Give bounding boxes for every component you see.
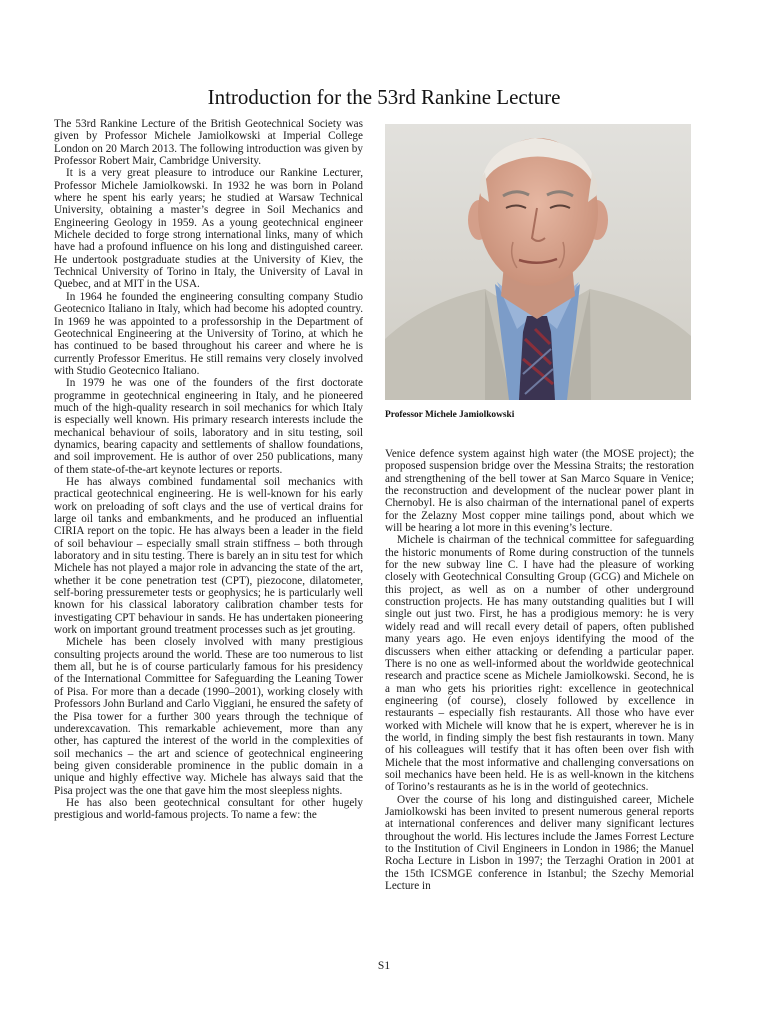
paragraph: Venice defence system against high water (the MOSE project); the proposed suspension bridge over the Messina Straits; the restoration and strengthening of the bell tower at San Marco Square in Venice; the reconstruction and development of the nuclear power plant in Chernobyl. He is also chairman of the international panel of experts for the Zelazny Most copper mine tailings pond, about which we will be hearing a lot more in this evening’s lecture. [385,448,694,535]
paragraph: He has also been geotechnical consultant for other hugely prestigious and world-famous projects. To name a few: the [54,796,363,822]
paragraph: Michele is chairman of the technical committee for safeguarding the historic monuments of Rome during construction of the tunnels for the new subway line C. I have had the pleasure of working closely with Geotechnical Consulting Group (GCG) and Michele on this project, as well as on a number of other underground construction projects. He has many outstanding qualities but I will single out just two. First, he has a prodigious memory: he is very widely read and will recall every detail of papers, often published many years ago. He even enjoys identifying the mood of the discussers when either attacking or defending a particular paper. There is no one as well-informed about the worldwide geotechnical research and practice scene as Michele Jamiolkowski. Second, he is a man who gets his priorities right: excellence in geotechnical engineering (of course), closely followed by excellence in restaurants – especially fish restaurants. All those who have ever worked with Michele will know that he is expert, wherever he is in the world, in finding simply the best fish restaurants in town. Many of his colleagues will testify that it has often been over fish with Michele that the most informative and challenging conversations on soil mechanics have been held. He is as well-known in the kitchens of Torino’s restaurants as he is in the world of geotechnics. [385,534,694,794]
page-number: S1 [377,960,391,972]
paragraph: Michele has been closely involved with many prestigious consulting projects around the world. These are too numerous to list them all, but he is of course particularly famous for his presidency of the International Committee for Safeguarding the Leaning Tower of Pisa. For more than a decade (1990–2001), working closely with Professors John Burland and Carlo Viggiani, he ensured the safety of the Pisa tower for a further 300 years through the technique of underexcavation. This remarkable achievement, more than any other, has captured the interest of the world in the complexities of soil mechanics – the art and science of geotechnical engineering being given considerable prominence in the public domain in a unique and highly effective way. Michele has always said that the Pisa project was the one that gave him the most sleepless nights. [54,636,363,797]
photo-caption: Professor Michele Jamiolkowski [385,410,515,420]
paragraph: He has always combined fundamental soil mechanics with practical geotechnical engineering. He is well-known for his early work on preloading of soft clays and the use of vertical drains for large oil tanks and embankments, and he produced an influential CIRIA report on the topic. He has always been a leader in the field of soil behaviour – especially small strain stiffness – both through laboratory and in situ testing. There is barely an in situ test for which Michele has not played a major role in advancing the state of the art, whether it be cone penetration test (CPT), piezocone, dilatometer, self-boring pressuremeter tests or geophysics; he is particularly well known for his classical laboratory calibration chamber tests for investigating CPT behaviour in sands. He has undertaken pioneering work on important ground treatment processes such as jet grouting. [54,475,363,637]
portrait-photo [385,124,691,400]
paragraph: It is a very great pleasure to introduce our Rankine Lecturer, Professor Michele Jamiolkowski. In 1932 he was born in Poland where he spent his early years; he studied at Warsaw Technical University, obtaining a master’s degree in Soil Mechanics and Engineering Geology in 1959. As a young geotechnical engineer Michele decided to forge strong international links, many of which have had a profound influence on his long and distinguished career. He undertook postgraduate studies at the University of Kiev, the Technical University of Torino in Italy, the University of Laval in Quebec, and at MIT in the USA. [54,167,363,291]
right-column [385,448,694,892]
paragraph: The 53rd Rankine Lecture of the British Geotechnical Society was given by Professor Michele Jamiolkowski at Imperial College London on 20 March 2013. The following introduction was given by Professor Robert Mair, Cambridge University. [54,118,363,168]
article-title: Introduction for the 53rd Rankine Lecture [207,85,561,109]
portrait-illustration [385,124,691,400]
paragraph: Over the course of his long and distinguished career, Michele Jamiolkowski has been invited to present numerous general reports at international conferences and deliver many significant lectures throughout the world. His lectures include the James Forrest Lecture to the Institution of Civil Engineers in London in 1986; the Manuel Rocha Lecture in Lisbon in 1997; the Terzaghi Oration in 2001 at the 15th ICSMGE conference in Istanbul; the Szechy Memorial Lecture in [385,793,694,893]
left-column [54,118,363,822]
paragraph: In 1964 he founded the engineering consulting company Studio Geotecnico Italiano in Italy, which had become his adopted country. In 1969 he was appointed to a professorship in the Department of Geotechnical Engineering at the University of Torino, at which he has continued to be based throughout his career and where he is currently Professor Emeritus. He still remains very closely involved with Studio Geotecnico Italiano. [54,290,363,377]
paragraph: In 1979 he was one of the founders of the first doctorate programme in geotechnical engineering in Italy, and he pioneered much of the high-quality research in soil mechanics for which Italy is especially well known. His primary research interests include the mechanical behaviour of soils, laboratory and in situ testing, soil dynamics, bearing capacity and settlements of shallow foundations, and soil improvement. He is author of over 250 publications, many of them state-of-the-art keynote lectures or reports. [54,377,363,476]
